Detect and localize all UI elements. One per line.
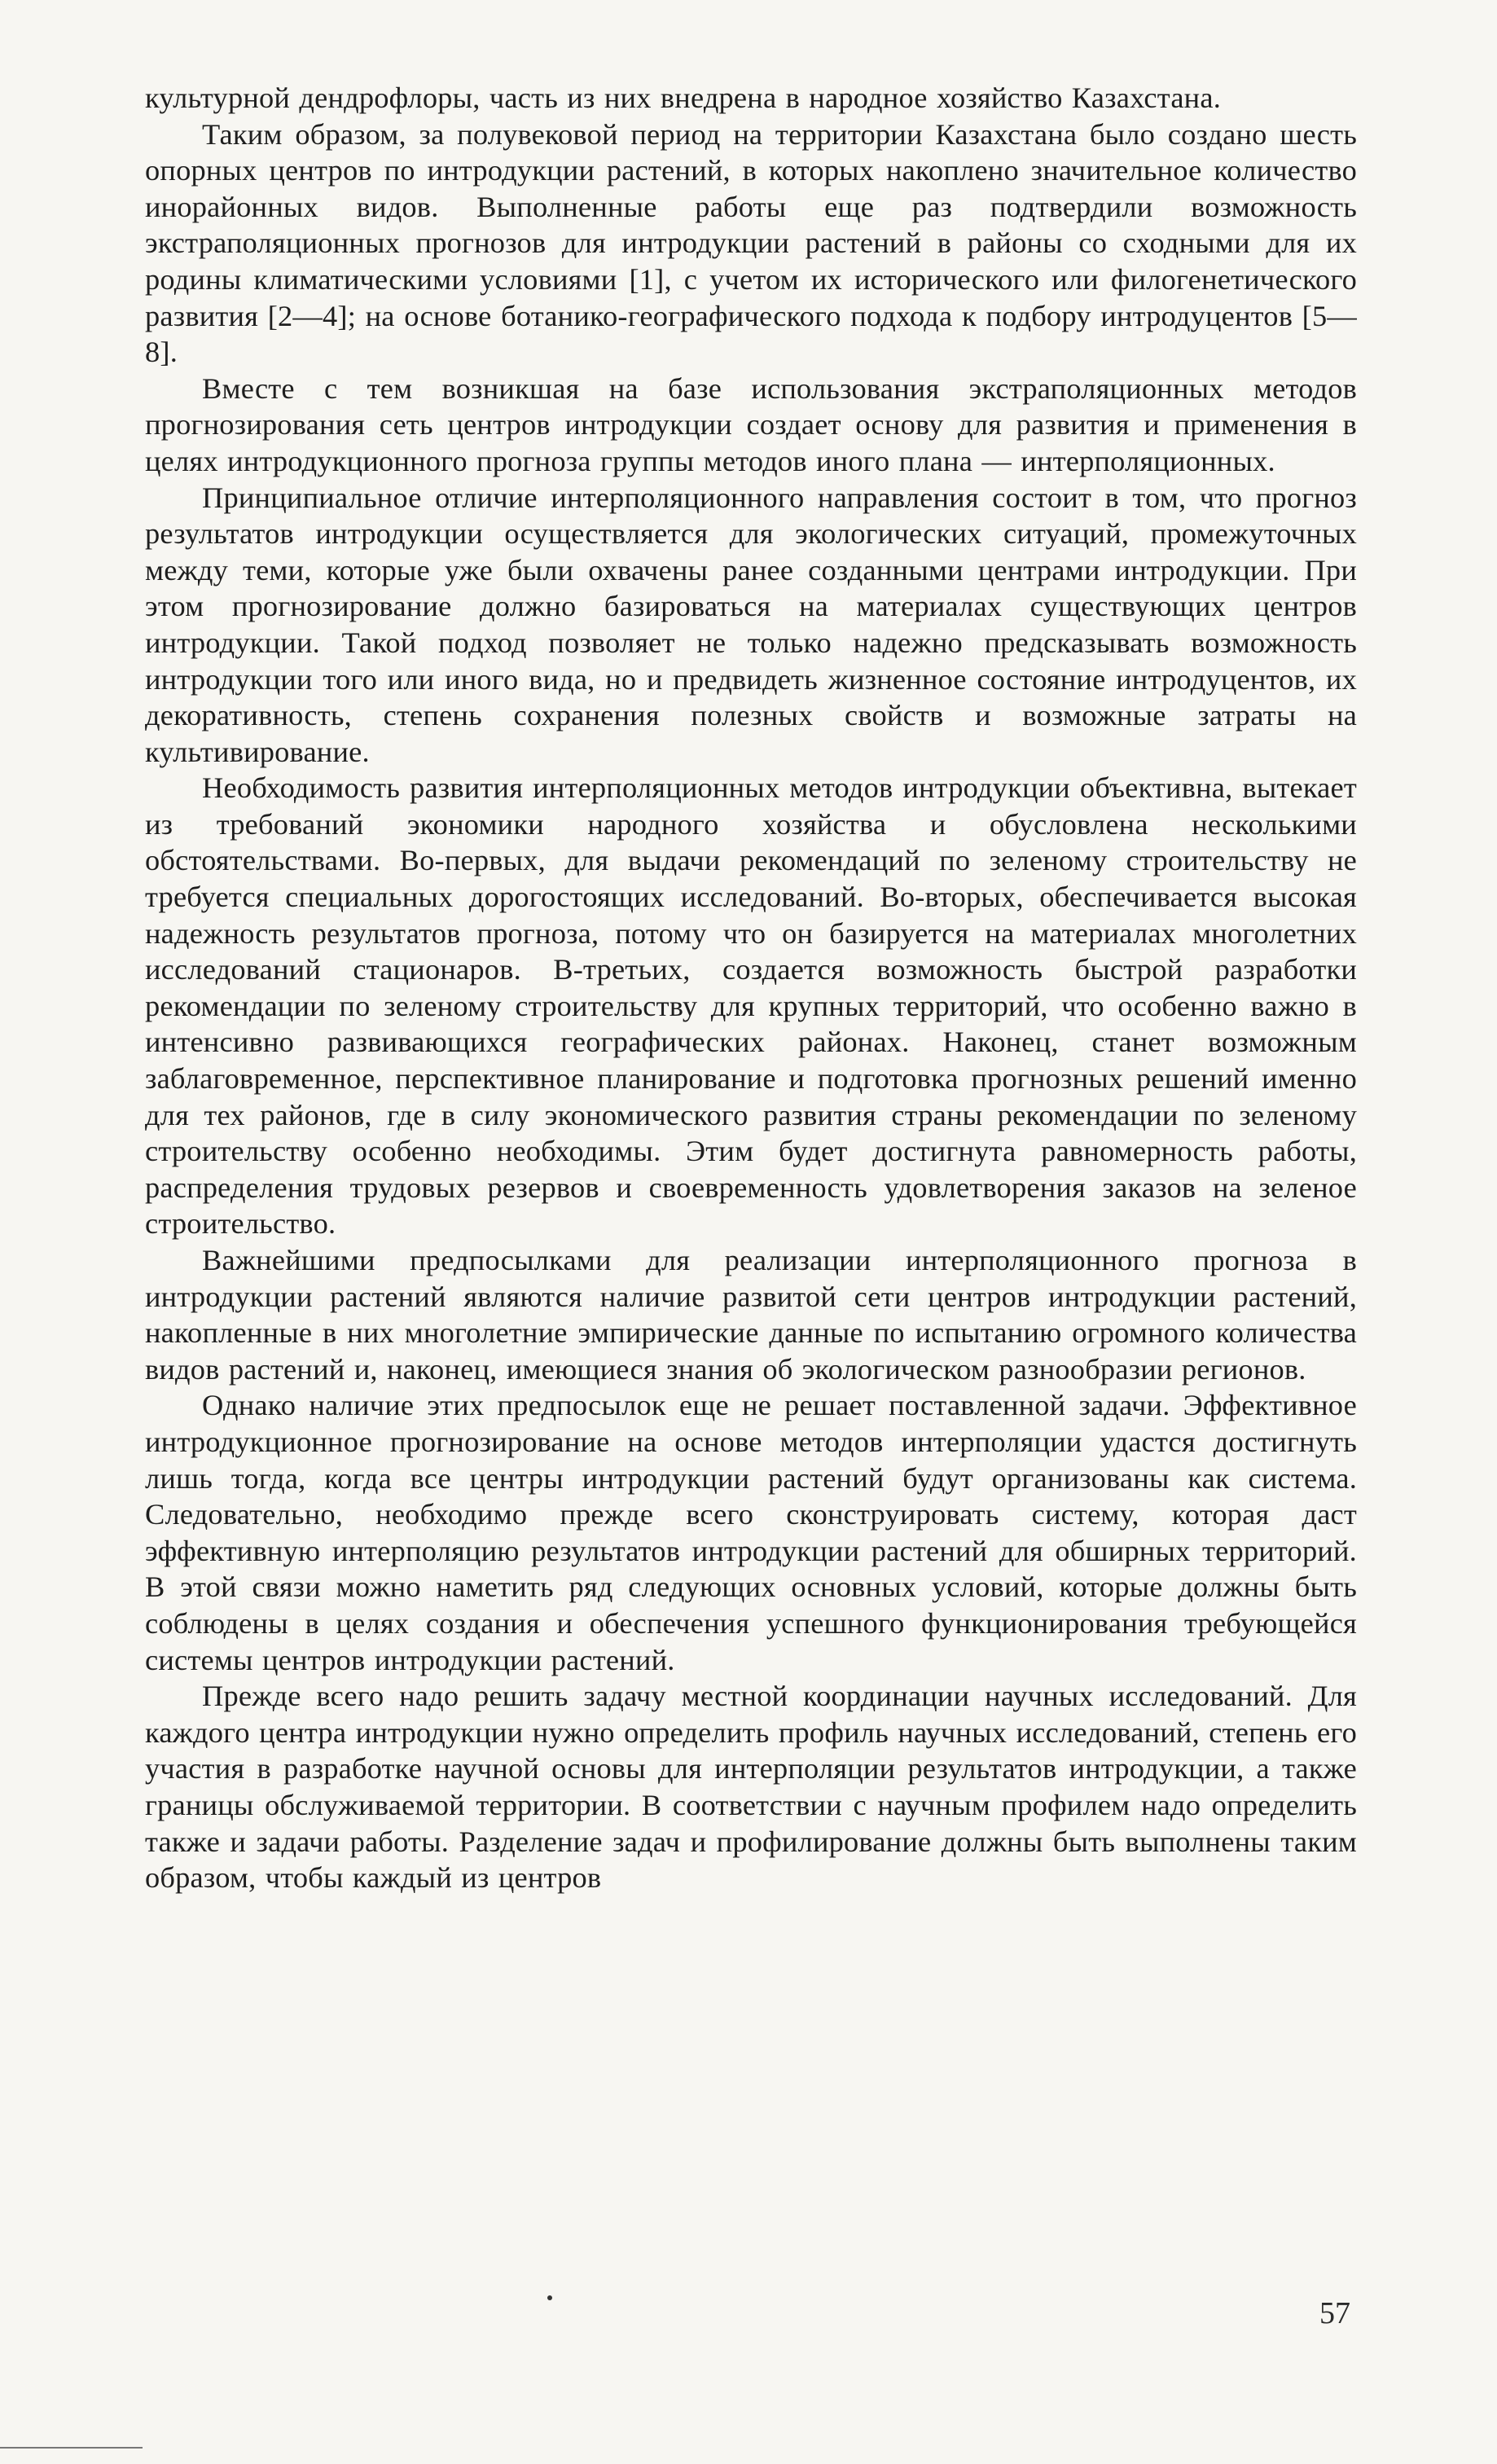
paragraph: Принципиальное отличие интерполяционного направления состоит в том, что прогноз результатов интродукции осуществляется для экологических ситуаций, промежуточных между теми, которые уже были охвачены ранее созданными центрами интродукции. При этом прогнозирование должно базироваться на материалах существующих центров интродукции. Такой подход позволяет не только надежно предсказывать возможность интродукции того или иного вида, но и предвидеть жизненное состояние интродуцентов, их декоративность, степень сохранения полезных свойств и возможные затраты на культивирование. (145, 481, 1357, 768)
paragraph: Важнейшими предпосылками для реализации интерполяционного прогноза в интродукции растений являются наличие развитой сети центров интродукции растений, накопленные в них многолетние эмпирические данные по испытанию огромного количества видов растений и, наконец, имеющиеся знания об экологическом разнообразии регионов. (145, 1244, 1357, 1386)
paragraph: Необходимость развития интерполяционных методов интродукции объективна, вытекает из требований экономики народного хозяйства и обусловлена несколькими обстоятельствами. Во-первых, для выдачи рекомендаций по зеленому строительству не требуется специальных дорогостоящих исследований. Во-вторых, обеспечивается высокая надежность результатов прогноза, потому что он базируется на материалах многолетних исследований стационаров. В-третьих, создается возможность быстрой разработки рекомендации по зеленому строительству для крупных территорий, что особенно важно в интенсивно развивающихся географических районах. Наконец, станет возможным заблаговременное, перспективное планирование и подготовка прогнозных решений именно для тех районов, где в силу экономического развития страны рекомендации по зеленому строительству особенно необходимы. Этим будет достигнута равномерность работы, распределения трудовых резервов и своевременность удовлетворения заказов на зеленое строительство. (145, 771, 1357, 1241)
print-speck (547, 2295, 552, 2300)
paragraph: Таким образом, за полувековой период на территории Казахстана было создано шесть опорных центров по интродукции растений, в которых накоплено значительное количество инорайонных видов. Выполненные работы еще раз подтвердили возможность экстраполяционных прогнозов для интродукции растений в районы со сходными для их родины климатическими условиями [1], с учетом их исторического или филогенетического развития [2—4]; на основе ботанико-географического подхода к подбору интродуцентов [5—8]. (145, 117, 1357, 369)
page-number: 57 (1319, 2296, 1350, 2330)
paragraph-continuation: культурной дендрофлоры, часть из них внедрена в народное хозяйство Казахстана. (145, 81, 1222, 114)
paragraph: Вместе с тем возникшая на базе использования экстраполяционных методов прогнозирования сеть центров интродукции создает основу для развития и применения в целях интродукционного прогноза группы методов иного плана — интерполяционных. (145, 371, 1357, 477)
paragraph: Однако наличие этих предпосылок еще не решает поставленной задачи. Эффективное интродукционное прогнозирование на основе методов интерполяции удастся достигнуть лишь тогда, когда все центры интродукции растений будут организованы как система. Следовательно, необходимо прежде всего сконструировать систему, которая даст эффективную интерполяцию результатов интродукции растений для обширных территорий. В этой связи можно наметить ряд следующих основных условий, которые должны быть соблюдены в целях создания и обеспечения успешного функционирования требующейся системы центров интродукции растений. (145, 1389, 1357, 1676)
page-body (145, 80, 1357, 1896)
paragraph: Прежде всего надо решить задачу местной координации научных исследований. Для каждого центра интродукции нужно определить профиль научных исследований, степень его участия в разработке научной основы для интерполяции результатов интродукции, а также границы обслуживаемой территории. В соответствии с научным профилем надо определить также и задачи работы. Разделение задач и профилирование должны быть выполнены таким образом, чтобы каждый из центров (145, 1680, 1357, 1895)
scan-edge-line (0, 2447, 143, 2449)
